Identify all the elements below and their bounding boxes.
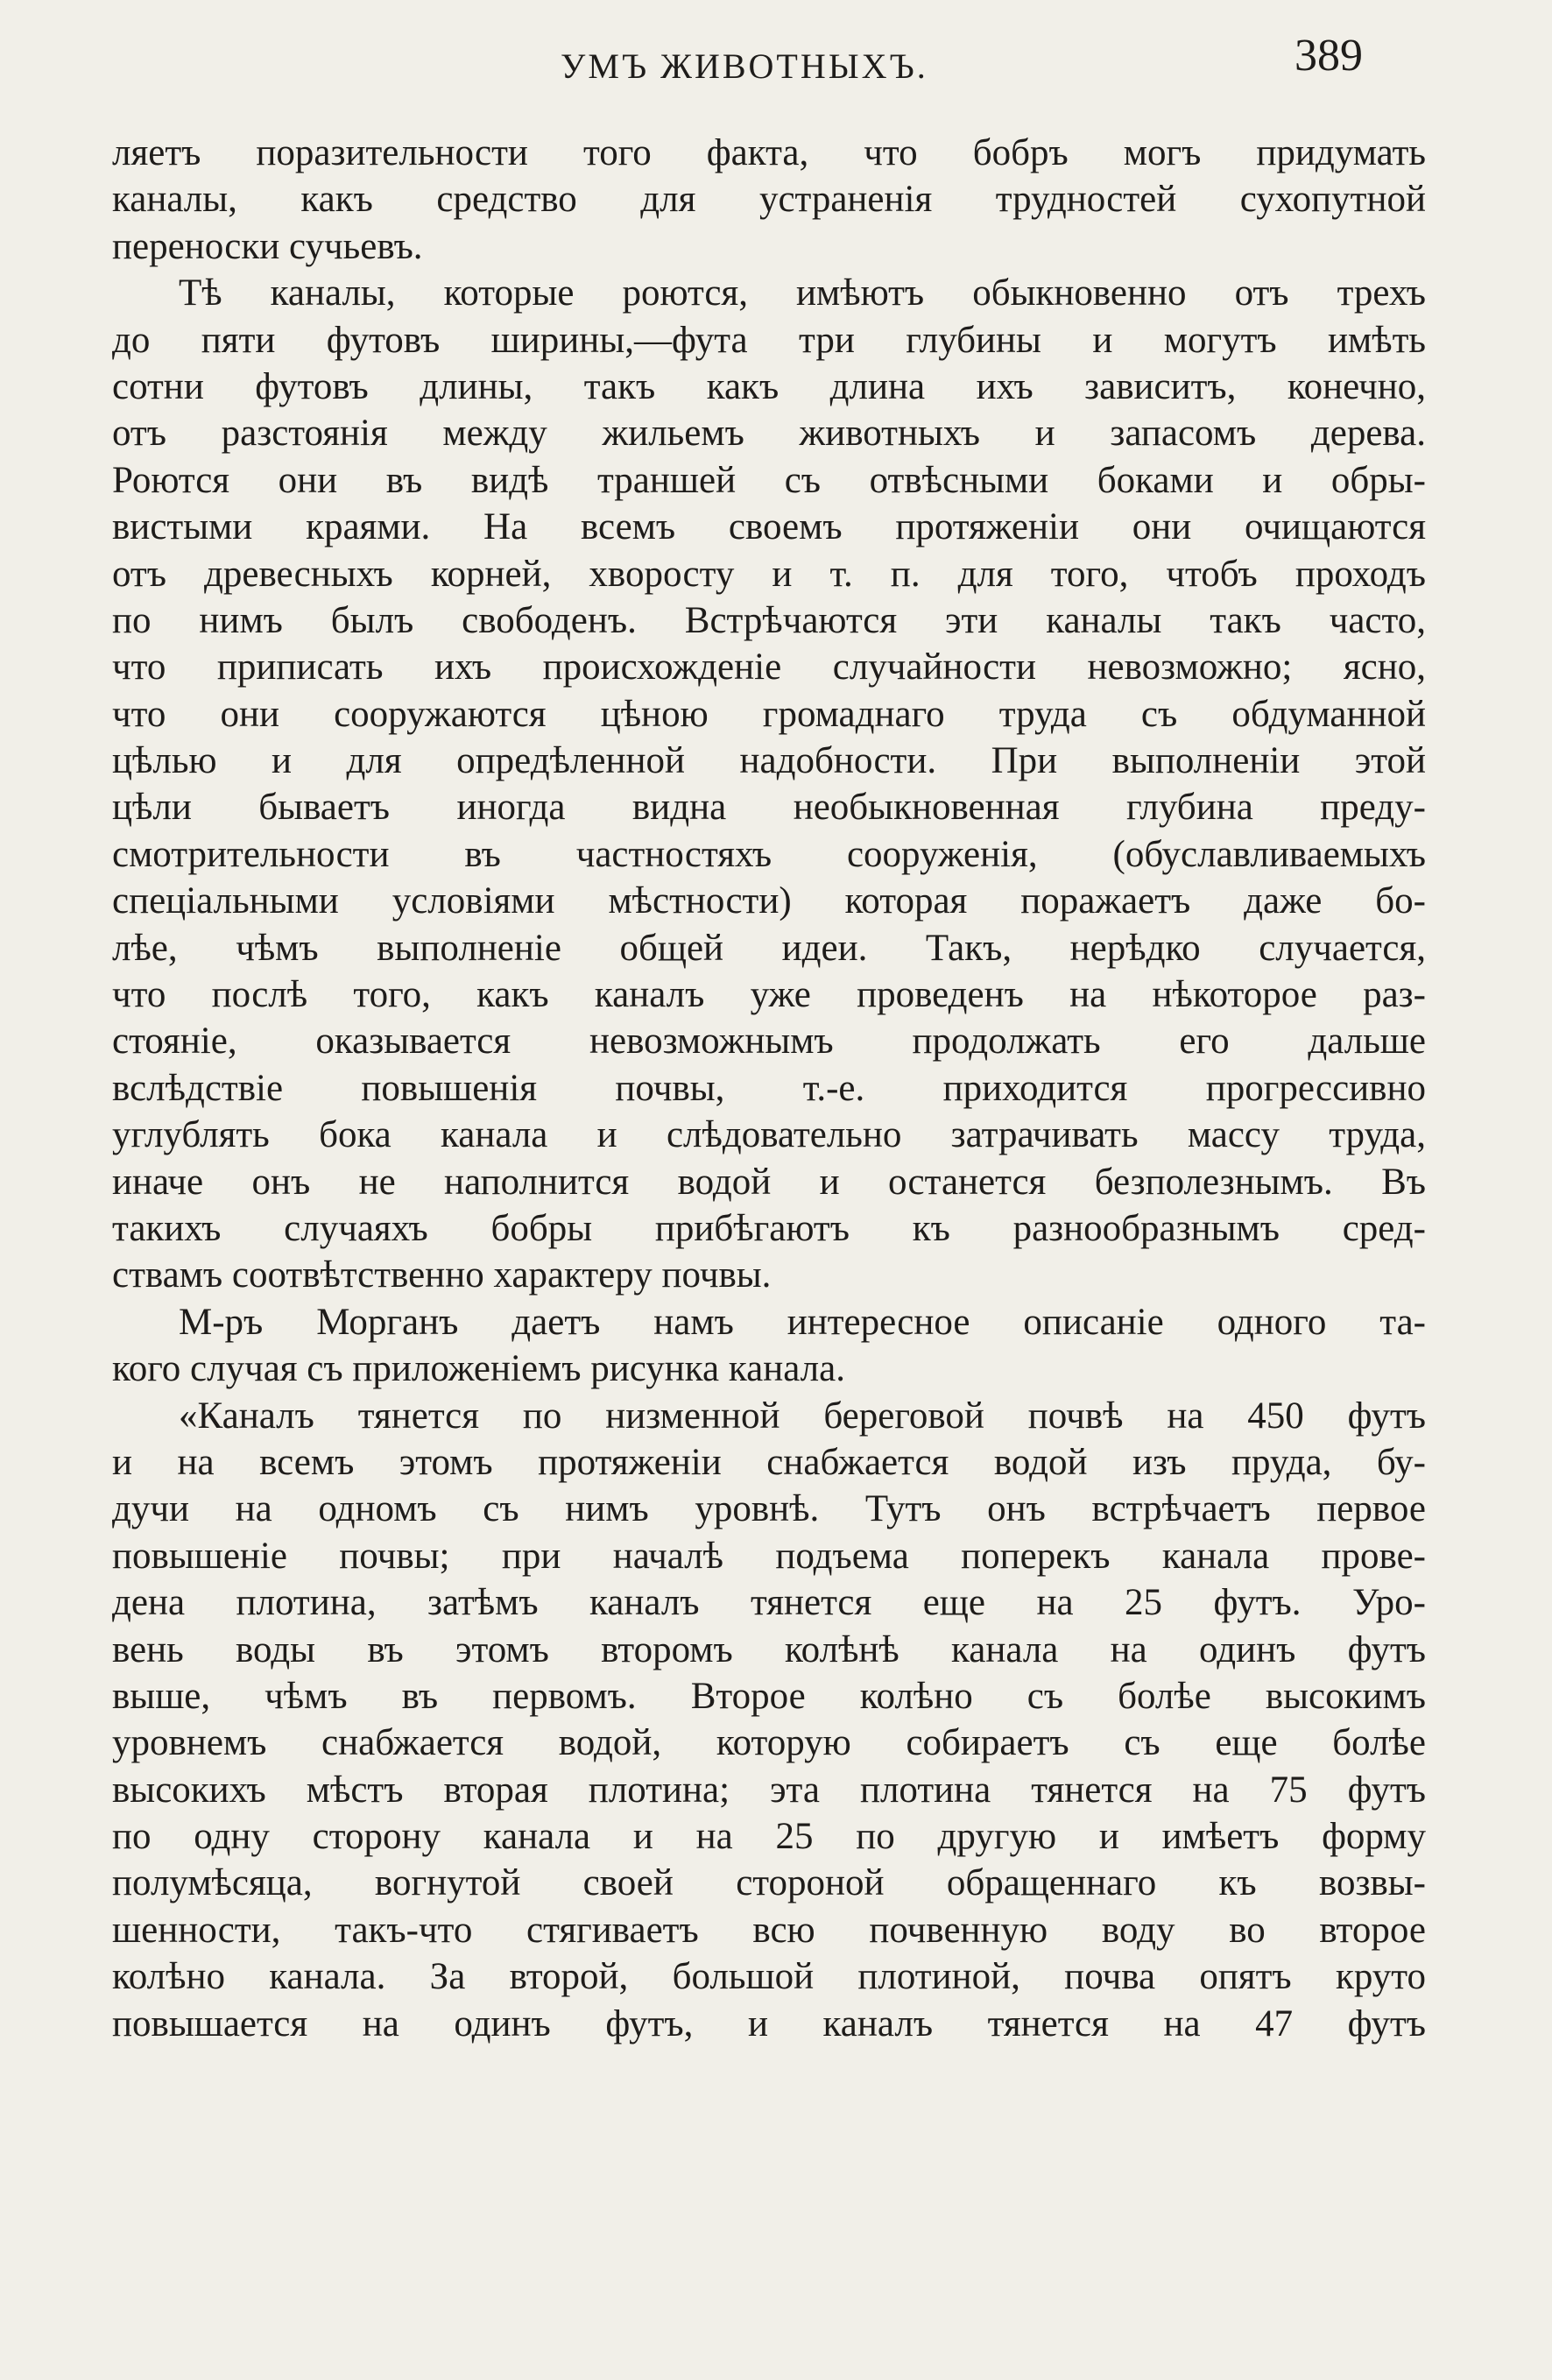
- text-line: отъ древесныхъ корней, хворосту и т. п. для того, чтобъ проходъ: [112, 553, 1426, 595]
- text-line: полумѣсяца, вогнутой своей стороной обращеннаго къ возвы-: [112, 1862, 1426, 1904]
- text-line: ляетъ поразительности того факта, что бобръ могъ придумать: [112, 132, 1426, 173]
- text-line: ствамъ соотвѣтственно характеру почвы.: [112, 1254, 772, 1296]
- text-line: кого случая съ приложеніемъ рисунка канала.: [112, 1348, 845, 1390]
- text-line: колѣно канала. За второй, большой плотиной, почва опятъ круто: [112, 1956, 1426, 1998]
- text-line: углублять бока канала и слѣдовательно затрачивать массу труда,: [112, 1114, 1426, 1156]
- text-line: цѣли бываетъ иногда видна необыкновенная глубина преду-: [112, 787, 1426, 829]
- text-line: дена плотина, затѣмъ каналъ тянется еще на 25 футъ. Уро-: [112, 1582, 1426, 1624]
- text-line: по нимъ былъ свободенъ. Встрѣчаются эти каналы такъ часто,: [112, 599, 1426, 641]
- text-line: вистыми краями. На всемъ своемъ протяженіи они очищаются: [112, 506, 1426, 548]
- text-line: что послѣ того, какъ каналъ уже проведенъ на нѣкоторое раз-: [112, 974, 1426, 1016]
- text-line: Тѣ каналы, которые роются, имѣютъ обыкновенно отъ трехъ: [179, 272, 1426, 314]
- text-line: повышается на одинъ футъ, и каналъ тянется на 47 футъ: [112, 2002, 1426, 2045]
- text-line: смотрительности въ частностяхъ сооруженія, (обуславливаемыхъ: [112, 833, 1426, 875]
- text-line: лѣе, чѣмъ выполненіе общей идеи. Такъ, нерѣдко случается,: [112, 927, 1426, 969]
- text-line: М-ръ Морганъ даетъ намъ интересное описаніе одного та-: [179, 1301, 1426, 1343]
- text-line: что приписать ихъ происхожденіе случайности невозможно; ясно,: [112, 646, 1426, 689]
- text-line: до пяти футовъ ширины,—фута три глубины и могутъ имѣть: [112, 319, 1426, 361]
- text-line: каналы, какъ средство для устраненія трудностей сухопутной: [112, 179, 1426, 221]
- text-line: стояніе, оказывается невозможнымъ продолжать его дальше: [112, 1021, 1426, 1063]
- text-line: по одну сторону канала и на 25 по другую и имѣетъ форму: [112, 1816, 1426, 1858]
- text-line: спеціальными условіями мѣстности) которая поражаетъ даже бо-: [112, 880, 1426, 922]
- text-line: что они сооружаются цѣною громаднаго труда съ обдуманной: [112, 693, 1426, 735]
- body-text: [112, 130, 1426, 2276]
- text-line: шенности, такъ-что стягиваетъ всю почвенную воду во второе: [112, 1909, 1426, 1951]
- text-line: отъ разстоянія между жильемъ животныхъ и запасомъ дерева.: [112, 413, 1426, 455]
- text-line: «Каналъ тянется по низменной береговой почвѣ на 450 футъ: [179, 1395, 1426, 1437]
- text-line: сотни футовъ длины, такъ какъ длина ихъ зависитъ, конечно,: [112, 365, 1426, 407]
- page-number: 389: [1295, 31, 1363, 81]
- text-line: Роются они въ видѣ траншей съ отвѣсными боками и обры-: [112, 459, 1426, 501]
- text-line: цѣлью и для опредѣленной надобности. При выполненіи этой: [112, 740, 1426, 782]
- text-line: иначе онъ не наполнится водой и останется безполезнымъ. Въ: [112, 1161, 1426, 1203]
- text-line: дучи на одномъ съ нимъ уровнѣ. Тутъ онъ встрѣчаетъ первое: [112, 1488, 1426, 1530]
- text-line: вслѣдствіе повышенія почвы, т.-е. приходится прогрессивно: [112, 1067, 1426, 1109]
- text-line: высокихъ мѣстъ вторая плотина; эта плотина тянется на 75 футъ: [112, 1769, 1426, 1811]
- text-line: переноски сучьевъ.: [112, 225, 423, 267]
- text-line: и на всемъ этомъ протяженіи снабжается водой изъ пруда, бу-: [112, 1441, 1426, 1483]
- text-line: такихъ случаяхъ бобры прибѣгаютъ къ разнообразнымъ сред-: [112, 1207, 1426, 1249]
- text-line: уровнемъ снабжается водой, которую собираетъ съ еще болѣе: [112, 1722, 1426, 1764]
- running-head: УМЪ ЖИВОТНЫХЪ.: [561, 46, 928, 86]
- text-line: вень воды въ этомъ второмъ колѣнѣ канала на одинъ футъ: [112, 1628, 1426, 1670]
- text-line: выше, чѣмъ въ первомъ. Второе колѣно съ болѣе высокимъ: [112, 1675, 1426, 1717]
- text-line: повышеніе почвы; при началѣ подъема поперекъ канала прове-: [112, 1535, 1426, 1577]
